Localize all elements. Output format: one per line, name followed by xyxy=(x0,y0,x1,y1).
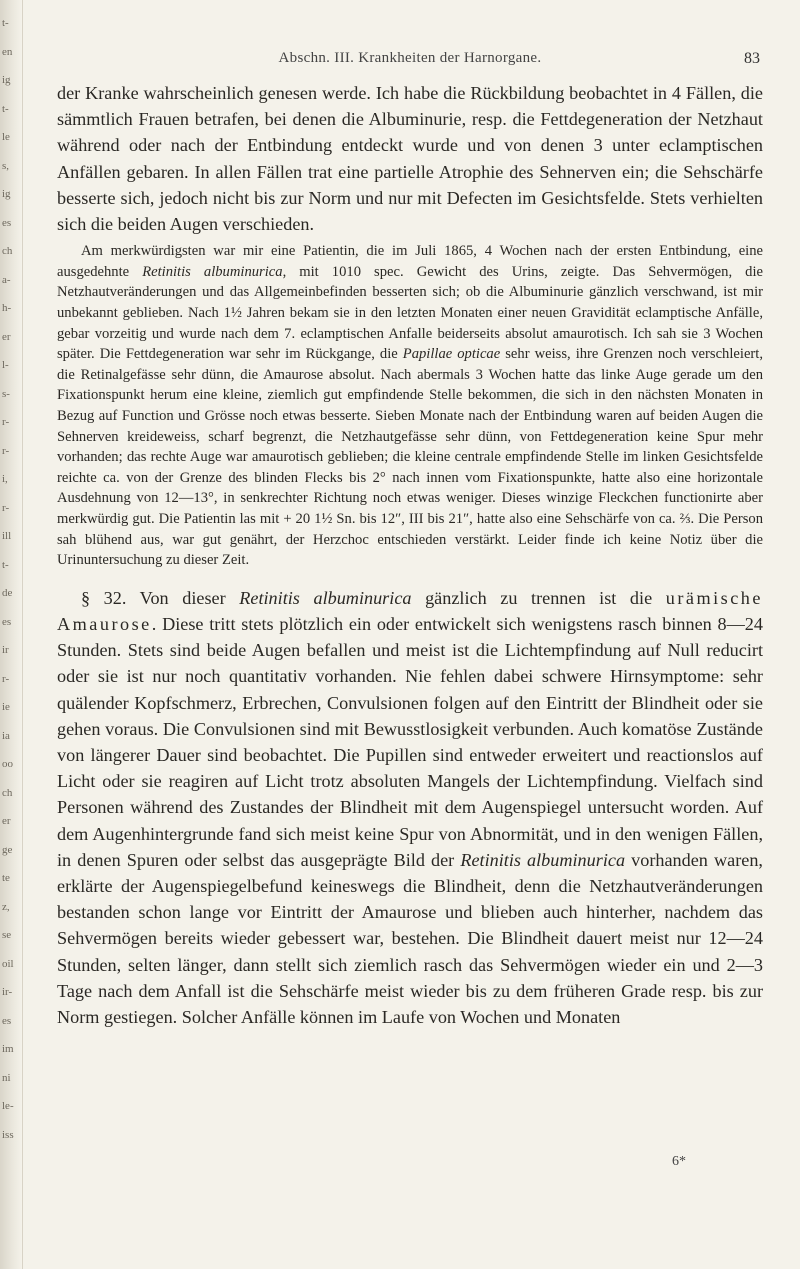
gutter-fragment: i, xyxy=(2,473,8,485)
section-text: gänzlich zu trennen ist die xyxy=(411,587,666,608)
case-report xyxy=(57,241,763,571)
gutter-fragment: r- xyxy=(2,416,10,428)
gutter-fragment: es xyxy=(2,1014,12,1027)
gutter-fragment: t- xyxy=(2,102,9,115)
gutter-fragment: te xyxy=(2,872,10,884)
gutter-fragment: ig xyxy=(2,188,11,200)
gutter-fragment: ig xyxy=(2,74,11,86)
page-body xyxy=(57,80,763,1030)
gutter-fragment: l- xyxy=(2,359,9,371)
gutter-fragment: ia xyxy=(2,729,10,742)
gutter-fragment: im xyxy=(2,1043,14,1055)
gutter-fragment: es xyxy=(2,615,12,628)
gutter-fragment: es xyxy=(2,216,12,229)
gutter-fragment: ill xyxy=(2,530,12,542)
gutter-fragment: iss xyxy=(2,1128,14,1141)
running-title: Abschn. III. Krankheiten der Harnorgane. xyxy=(278,50,542,66)
gutter-fragment: oo xyxy=(2,758,13,770)
gutter-fragment: de xyxy=(2,587,13,599)
gutter-fragment: oil xyxy=(2,957,14,970)
gutter-fragment: s- xyxy=(2,387,10,400)
case-text: sehr weiss, ihre Grenzen noch verschleiert, die Retinalgefässe sehr dünn, die Amaurose absolut. Nach abermals 3 Wochen hatte das linke Auge gerade um den Fixationspunkt herum eine kleine, ziemlich gut empfindende Stelle bekommen, die sich in den nächsten Monaten in Bezug auf Function und Grösse noch etwas besserte. Sieben Monate nach der Entbindung waren auf beiden Augen die Sehnerven kreideweiss, scharf begrenzt, die Netzhautgefässe sehr dünn, von Fettdegeneration keine Spur mehr vorhanden; das rechte Auge war amaurotisch geblieben; die kleine centrale empfindende Stelle im linken Gesichtsfelde reichte ca. von der Grenze des blinden Flecks bis 2° nach innen vom Fixationspunkte, hatte also eine horizontale Ausdehnung von 12—13°, in senkrechter Richtung noch etwas weniger. Dieses winzige Fleckchen functionirte aber merkwürdig gut. Die Patientin las mit + 20 1½ Sn. bis 12″, III bis 21″, hatte also eine Sehschärfe von ca. ⅔. Die Person sah blühend aus, war gut genährt, der Herzchoc entschieden verstärkt. Leider finde ich keine Notiz über die Urinuntersuchung zu dieser Zeit. xyxy=(57,346,763,569)
signature-mark: 6* xyxy=(672,1154,686,1169)
section-text: vorhanden waren, erklärte der Augenspiegelbefund keineswegs die Blindheit, denn die Netzhautveränderungen bestanden schon lange vor Eintritt der Amaurose und blieben auch hinterher, nachdem das Sehvermögen bereits wieder gebessert war, bestehen. Die Blindheit dauert meist nur 12—24 Stunden, selten länger, dann stellt sich ziemlich rasch das Sehvermögen wieder ein und 2—3 Tage nach dem Anfall ist die Sehschärfe meist wieder bis zu dem früheren Grade resp. bis zur Norm gestiegen. Solcher Anfälle können im Laufe von Wochen und Monaten xyxy=(57,849,763,1027)
gutter-fragment: ge xyxy=(2,843,13,856)
gutter-fragment: ch xyxy=(2,786,13,799)
gutter-fragment: er xyxy=(2,815,11,827)
gutter-fragment: er xyxy=(2,330,11,343)
binding-gutter xyxy=(0,0,23,1269)
page-number: 83 xyxy=(744,50,760,67)
term-retinitis: Retinitis albuminurica xyxy=(142,263,283,280)
gutter-fragment: t- xyxy=(2,558,9,571)
paragraph-recovery: der Kranke wahrscheinlich genesen werde. Ich habe die Rückbildung beobachtet in 4 Fällen, die sämmtlich Frauen betrafen, bei denen die Albuminurie, resp. die Fettdegeneration der Netzhaut während oder nach der Entbindung entdeckt wurde und von denen 3 unter eclamptischen Anfällen gebaren. In allen Fällen trat eine partielle Atrophie des Sehnerven ein; die Sehschärfe besserte sich, jedoch nicht bis zur Norm und nur mit Defecten im Gesichtsfelde. Stets verhielten sich die beiden Augen verschieden. xyxy=(57,83,763,235)
gutter-fragment: z, xyxy=(2,900,10,913)
section-32 xyxy=(57,585,763,1030)
gutter-fragment: ir- xyxy=(2,986,13,998)
gutter-fragment: r- xyxy=(2,672,10,685)
term-retinitis: Retinitis albuminurica xyxy=(460,849,626,870)
section-text: . Diese tritt stets plötzlich ein oder entwickelt sich wenigstens rasch binnen 8—24 Stunden. Stets sind beide Augen befallen und meist ist die Lichtempfindung auf Null reducirt oder sie ist nur noch quantitativ vorhanden. Nie fehlen dabei schwere Hirnsymptome: sehr quälender Kopfschmerz, Erbrechen, Convulsionen folgen auf den Eintritt der Blindheit oder sie gehen voraus. Die Convulsionen sind mit Bewusstlosigkeit verbunden. Auch komatöse Zustände von längerer Dauer sind beobachtet. Die Pupillen sind entweder erweitert und reactionslos auf Licht oder sie reagiren auf Licht trotz absoluten Mangels der Lichtempfindung. Vielfach sind Personen während des Zustandes der Blindheit mit dem Augenspiegel untersucht worden. Auf dem Augenhintergrunde fand sich meist keine Spur von Abnormität, und in den wenigen Fällen, in denen Spuren oder selbst das ausgeprägte Bild der xyxy=(57,613,763,870)
gutter-fragment: ch xyxy=(2,245,13,257)
gutter-fragment: a- xyxy=(2,273,11,286)
gutter-fragment: ni xyxy=(2,1071,11,1084)
section-text: § 32. Von dieser xyxy=(81,587,240,608)
case-text: , mit 1010 spec. Gewicht des Urins, zeigte. Das Sehvermögen, die Netzhautveränderungen und das Allgemeinbefinden besserten sich; ob die Albuminurie gänzlich verschwand, ist mir unbekannt geblieben. Nach 1½ Jahren bekam sie in den letzten Monaten einer neuen Gravidität eclamptische Anfälle, gebar vorzeitig und wurde nach dem 7. eclamptischen Anfalle beiderseits absolut amaurotisch. Ich sah sie 3 Wochen später. Die Fettdegeneration war sehr im Rückgange, die xyxy=(57,263,763,363)
gutter-fragment: en xyxy=(2,45,13,58)
gutter-fragment: ir xyxy=(2,644,9,656)
term-uraemic-amaurosis: urämische Amaurose xyxy=(57,587,763,634)
gutter-fragment: se xyxy=(2,929,12,941)
gutter-fragment: s, xyxy=(2,159,10,172)
gutter-fragment: r- xyxy=(2,444,10,457)
gutter-fragment: ie xyxy=(2,701,10,713)
term-retinitis: Retinitis albuminurica xyxy=(239,587,412,608)
gutter-fragment: le- xyxy=(2,1100,14,1112)
gutter-fragment: r- xyxy=(2,501,10,514)
gutter-fragment: h- xyxy=(2,302,12,314)
gutter-fragment: le xyxy=(2,131,10,143)
case-text: Am merkwürdigsten war mir eine Patientin, die im Juli 1865, 4 Wochen nach der ersten Entbindung, eine ausgedehnte xyxy=(57,243,763,280)
term-papillae: Papillae opticae xyxy=(402,346,501,363)
gutter-fragment: t- xyxy=(2,17,9,29)
